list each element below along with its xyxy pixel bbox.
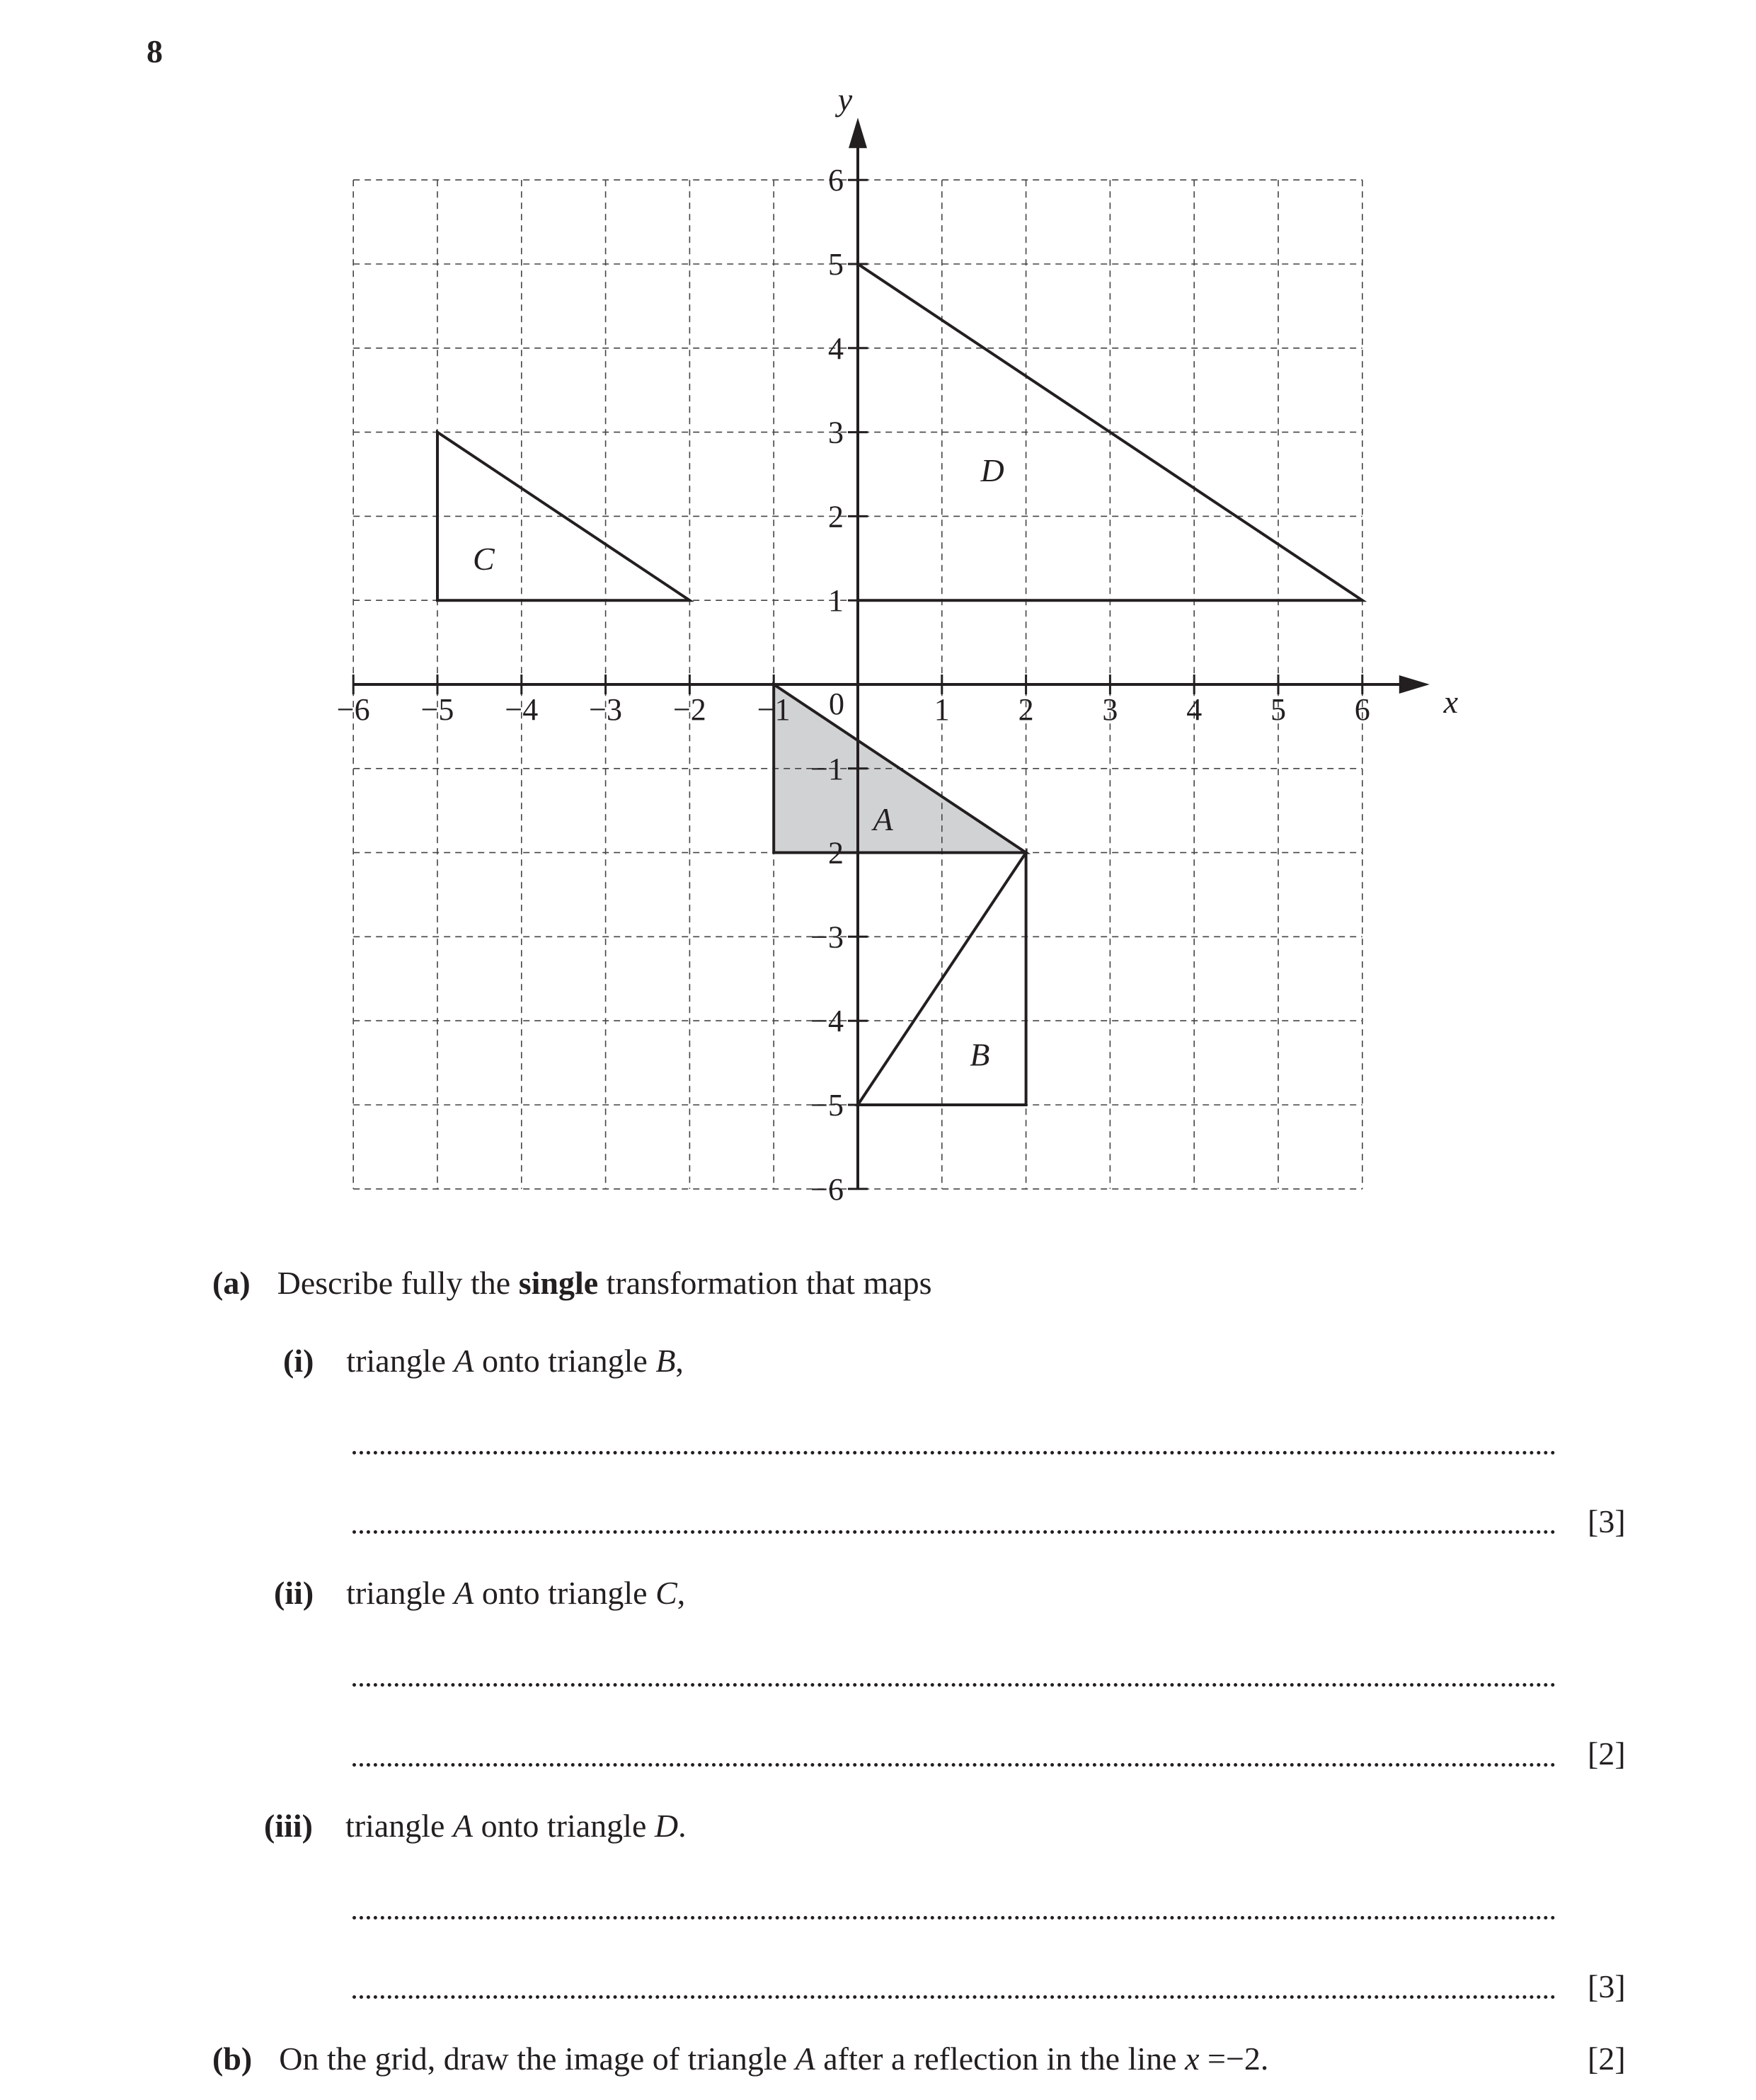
answer-line-i-2[interactable] [352,1530,1556,1534]
x-tick-label: −3 [589,692,623,727]
question-b-text: On the grid, draw the image of triangle [279,2041,796,2077]
part-ii-label: (ii) [274,1575,314,1611]
part-i [283,1342,684,1379]
y-tick-label: −1 [810,751,844,786]
answer-line-i-1[interactable] [352,1451,1556,1454]
marks-ii: [2] [1588,1735,1626,1772]
part-i-text-mid: onto triangle [474,1343,656,1379]
y-tick-label: −2 [810,835,844,871]
x-axis-label: x [1443,684,1459,720]
x-tick-label: 6 [1354,692,1370,727]
page-number: 8 [147,33,163,69]
origin-label: 0 [829,687,844,721]
part-iii-label: (iii) [264,1808,313,1844]
question-a-text-bold: single [518,1265,599,1301]
question-b-text-mid: after a reflection in the line [815,2041,1186,2077]
triangle-b-label: B [970,1036,990,1073]
part-iii-triangle-d: D [654,1808,679,1844]
part-i-punct: , [675,1343,684,1379]
question-b [212,2040,1268,2077]
question-a-text-before: Describe fully the [277,1265,519,1301]
x-tick-label: 2 [1018,692,1034,727]
y-tick-label: 6 [828,163,844,198]
part-i-text: triangle [346,1343,454,1379]
y-tick-label: −4 [810,1004,844,1039]
question-a [212,1264,932,1302]
x-tick-label: −2 [672,692,706,727]
part-i-label: (i) [283,1343,314,1379]
x-tick-label: 1 [934,692,950,727]
question-b-eq-rest: =−2. [1199,2041,1269,2077]
question-a-label: (a) [212,1265,251,1301]
x-tick-label: 4 [1186,692,1203,727]
y-tick-label: 5 [828,247,844,282]
answer-line-iii-2[interactable] [352,1995,1556,1999]
y-tick-label: 2 [828,499,844,534]
question-a-text-after: transformation that maps [598,1265,932,1301]
x-tick-label: −1 [757,692,791,727]
triangle-d-label: D [980,452,1004,489]
part-ii-punct: , [677,1575,686,1611]
y-tick-label: −3 [810,919,844,955]
marks-iii: [3] [1588,1968,1626,2004]
part-ii-triangle-c: C [655,1575,677,1611]
y-tick-label: 1 [828,583,844,619]
marks-b: [2] [1588,2041,1626,2077]
y-tick-label: −6 [810,1171,844,1207]
part-iii-triangle-a: A [452,1808,474,1844]
answer-line-iii-1[interactable] [352,1916,1556,1920]
x-tick-label: 5 [1270,692,1286,727]
part-i-triangle-a: A [454,1343,474,1379]
part-iii-text-mid: onto triangle [473,1808,655,1844]
part-iii-punct: . [678,1808,687,1844]
question-b-triangle-a: A [795,2041,815,2077]
x-axis-arrow [1399,675,1430,694]
x-tick-label: 3 [1102,692,1118,727]
x-tick-label: −5 [420,692,454,727]
part-ii [274,1574,685,1612]
y-tick-label: −5 [810,1088,844,1123]
x-tick-label: −4 [505,692,539,727]
answer-line-ii-2[interactable] [352,1763,1556,1767]
y-axis-label: y [837,81,853,118]
question-b-label: (b) [212,2041,253,2077]
answer-line-ii-1[interactable] [352,1683,1556,1687]
y-axis-arrow [849,117,867,148]
triangle-a-label: A [873,801,893,838]
question-b-eq-var: x [1185,2041,1200,2077]
y-tick-label: 4 [828,331,844,366]
part-ii-text: triangle [346,1575,454,1611]
part-iii-text: triangle [345,1808,453,1844]
triangle-c-label: C [472,540,495,577]
part-ii-triangle-a: A [454,1575,474,1611]
marks-i: [3] [1588,1503,1626,1539]
x-tick-label: −6 [336,692,370,727]
part-i-triangle-b: B [655,1343,676,1379]
part-iii [264,1807,687,1844]
part-ii-text-mid: onto triangle [474,1575,656,1611]
y-tick-label: 3 [828,415,844,450]
